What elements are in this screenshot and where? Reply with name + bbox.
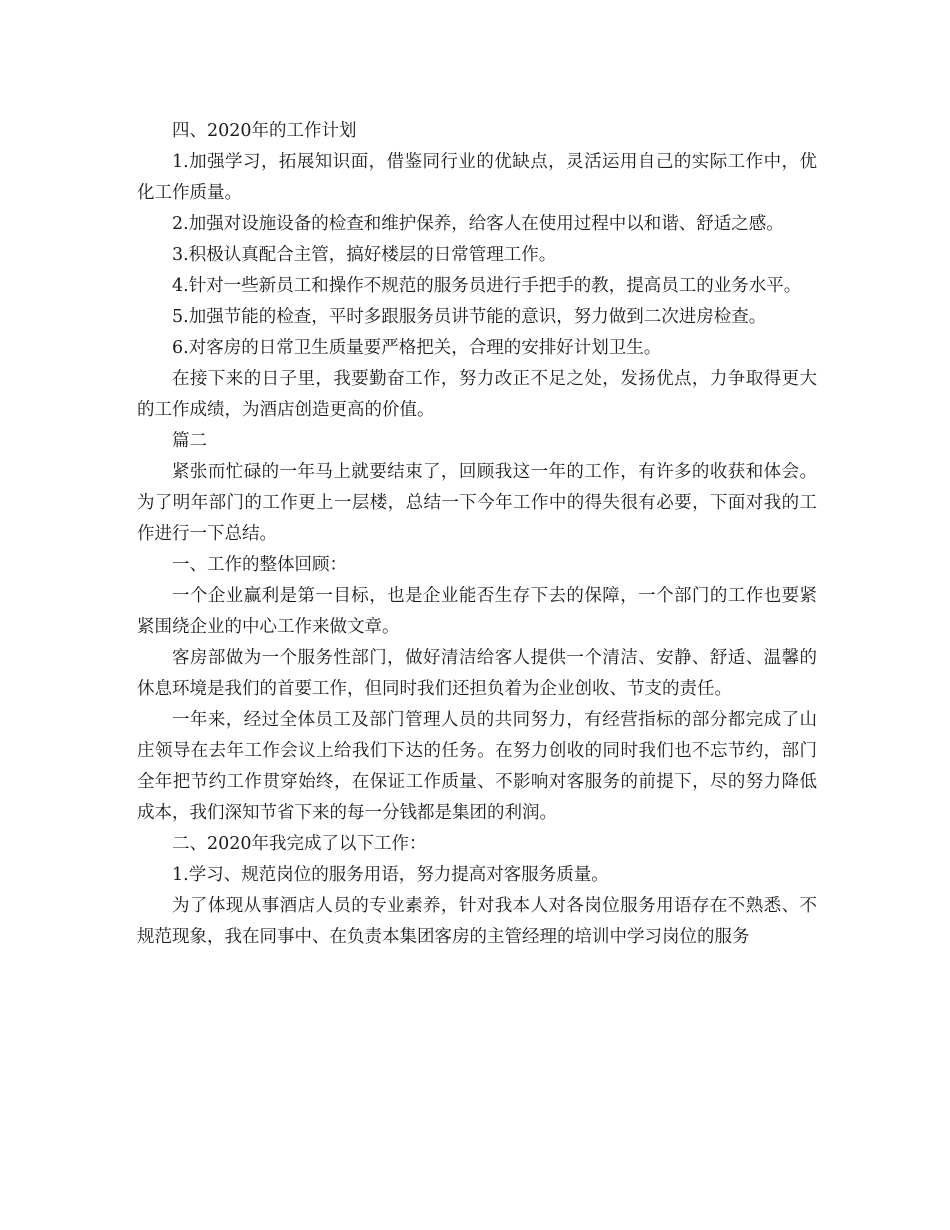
body-paragraph: 一年来，经过全体员工及部门管理人员的共同努力，有经营指标的部分都完成了山庄领导在去年工作会议上给我们下达的任务。在努力创收的同时我们也不忘节约，部门全年把节约工作贯穿始终，在保证工作质量、不影响对客服务的前提下，尽的努力降低成本，我们深知节省下来的每一分钱都是集团的利润。 — [137, 710, 817, 823]
plan-item-6: 6.对客房的日常卫生质量要严格把关，合理的安排好计划卫生。 — [172, 338, 662, 358]
plan-item-3: 3.积极认真配合主管，搞好楼层的日常管理工作。 — [172, 245, 557, 265]
part-two-heading: 篇二 — [172, 431, 207, 451]
plan-item-5: 5.加强节能的检查，平时多跟服务员讲节能的意识，努力做到二次进房检查。 — [172, 307, 767, 327]
body-paragraph: 客房部做为一个服务性部门，做好清洁给客人提供一个清洁、安静、舒适、温馨的休息环境是我们的首要工作，但同时我们还担负着为企业创收、节支的责任。 — [137, 648, 817, 699]
body-paragraph: 一个企业赢利是第一目标，也是企业能否生存下去的保障，一个部门的工作也要紧紧围绕企业的中心工作来做文章。 — [137, 586, 817, 637]
body-paragraph: 为了体现从事酒店人员的专业素养，针对我本人对各岗位服务用语存在不熟悉、不规范现象，我在同事中、在负责本集团客房的主管经理的培训中学习岗位的服务 — [137, 896, 817, 947]
plan-item-1: 1.加强学习，拓展知识面，借鉴同行业的优缺点，灵活运用自己的实际工作中，优化工作质量。 — [137, 152, 817, 203]
section-heading-completed-work: 二、2020年我完成了以下工作： — [172, 834, 427, 854]
intro-paragraph: 紧张而忙碌的一年马上就要结束了，回顾我这一年的工作，有许多的收获和体会。为了明年部门的工作更上一层楼，总结一下今年工作中的得失很有必要，下面对我的工作进行一下总结。 — [137, 462, 817, 544]
completed-item-1: 1.学习、规范岗位的服务用语，努力提高对客服务质量。 — [172, 865, 609, 885]
plan-item-2: 2.加强对设施设备的检查和维护保养，给客人在使用过程中以和谐、舒适之感。 — [172, 214, 784, 234]
section-heading-work-plan: 四、2020年的工作计划 — [172, 121, 357, 141]
closing-paragraph: 在接下来的日子里，我要勤奋工作，努力改正不足之处，发扬优点，力争取得更大的工作成绩，为酒店创造更高的价值。 — [137, 369, 817, 420]
document-body — [137, 116, 817, 953]
section-heading-overall-review: 一、工作的整体回顾： — [172, 555, 347, 575]
plan-item-4: 4.针对一些新员工和操作不规范的服务员进行手把手的教，提高员工的业务水平。 — [172, 276, 802, 296]
